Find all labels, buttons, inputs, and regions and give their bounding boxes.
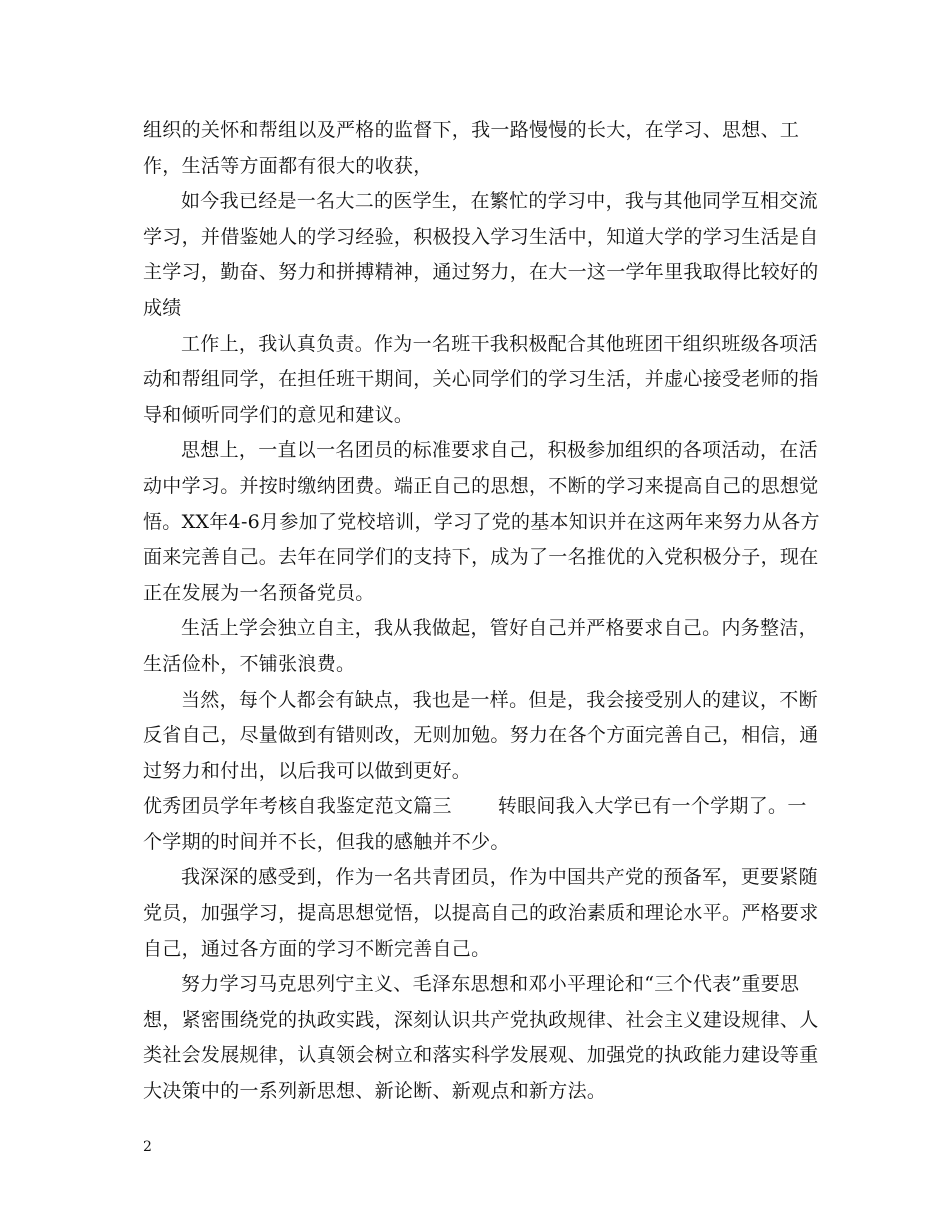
paragraph-shortcomings: 当然，每个人都会有缺点，我也是一样。但是，我会接受别人的建议，不断反省自己，尽量做到有错则改，无则加勉。努力在各个方面完善自己，相信，通过努力和付出，以后我可以做到更好。: [143, 688, 819, 782]
section-intro: 转眼间我入大学已有一个学期了。一个学期的时间并不长，但我的感触并不少。: [143, 795, 807, 853]
section-heading: 优秀团员学年考核自我鉴定范文篇三: [143, 795, 452, 818]
paragraph-thought: 思想上，一直以一名团员的标准要求自己，积极参加组织的各项活动，在活动中学习。并按时缴纳团费。端正自己的思想，不断的学习来提高自己的思想觉悟。XX年4-6月参加了党校培训，学习了党的基本知识并在这两年来努力从各方面来完善自己。去年在同学们的支持下，成为了一名推优的入党积极分子，现在正在发展为一名预备党员。: [143, 439, 820, 604]
paragraph-theory-study: 努力学习马克思列宁主义、毛泽东思想和邓小平理论和“三个代表”重要思想，紧密围绕党的执政实践，深刻认识共产党执政规律、社会主义建设规律、人类社会发展规律，认真领会树立和落实科学发展观、加强党的执政能力建设等重大决策中的一系列新思想、新论断、新观点和新方法。: [143, 973, 819, 1103]
paragraph-life: 生活上学会独立自主，我从我做起，管好自己并严格要求自己。内务整洁，生活俭朴，不铺张浪费。: [143, 617, 818, 675]
document-body: [143, 113, 823, 1110]
paragraph-continuation: 组织的关怀和帮组以及严格的监督下，我一路慢慢的长大，在学习、思想、工作，生活等方面都有很大的收获，: [143, 119, 800, 177]
page-number: 2: [143, 1139, 152, 1155]
section-paragraph: [143, 789, 823, 860]
paragraph-league-member: 我深深的感受到，作为一名共青团员，作为中国共产党的预备军，更要紧随党员，加强学习，提高思想觉悟，以提高自己的政治素质和理论水平。严格要求自己，通过各方面的学习不断完善自己。: [143, 866, 819, 960]
paragraph-work: 工作上，我认真负责。作为一名班干我积极配合其他班团干组织班级各项活动和帮组同学，在担任班干期间，关心同学们的学习生活，并虚心接受老师的指导和倾听同学们的意见和建议。: [143, 332, 819, 426]
paragraph-study: 如今我已经是一名大二的医学生，在繁忙的学习中，我与其他同学互相交流学习，并借鉴她人的学习经验，积极投入学习生活中，知道大学的学习生活是自主学习，勤奋、努力和拼搏精神，通过努力，在大一这一学年里我取得比较好的成绩: [143, 190, 819, 319]
